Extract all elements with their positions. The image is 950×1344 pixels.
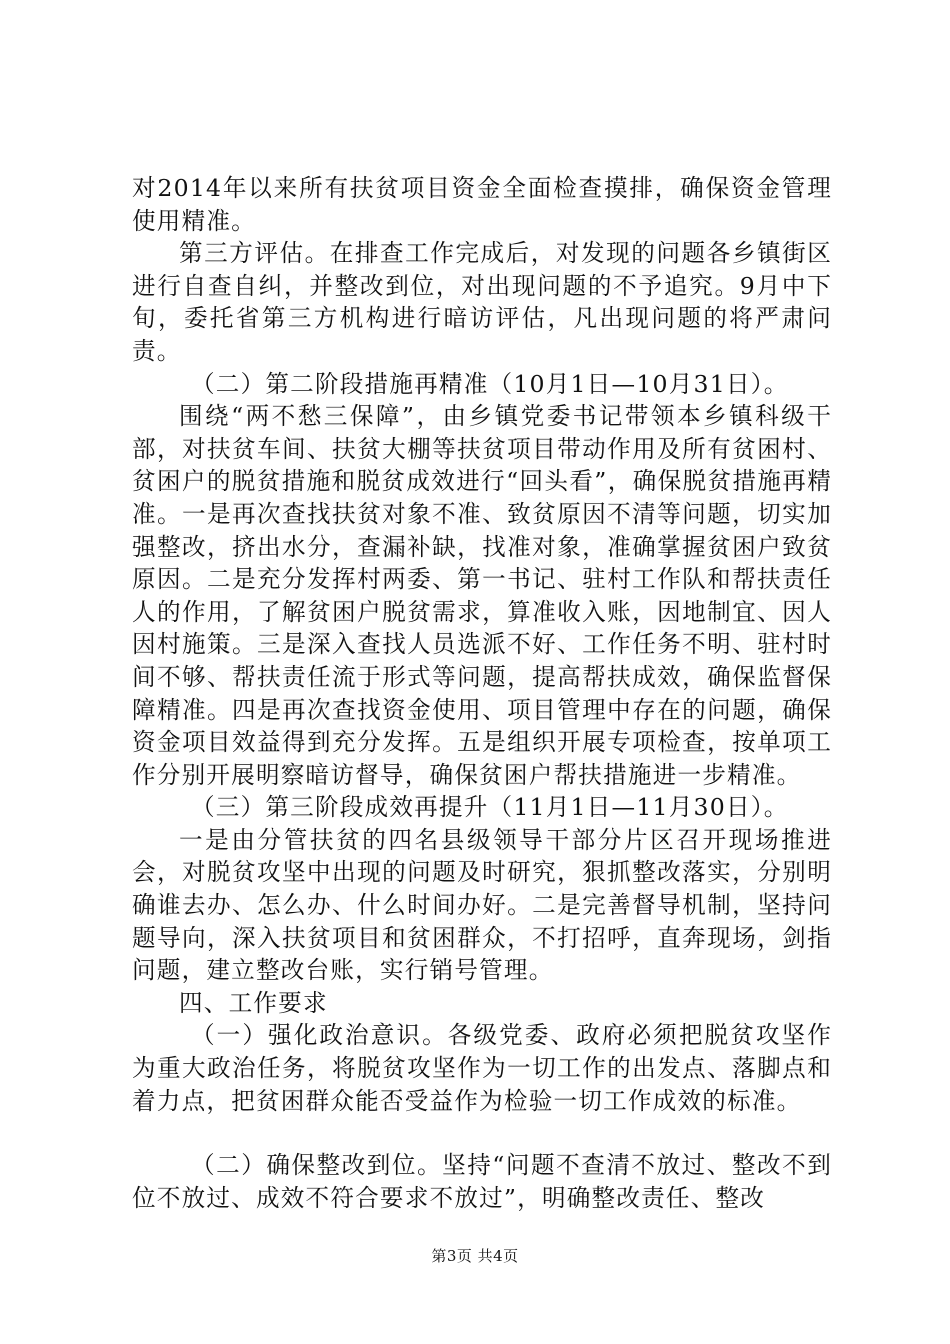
paragraph-third-party-assessment: 第三方评估。在排查工作完成后，对发现的问题各乡镇街区进行自查自纠，并整改到位，对出现问题的不予追究。9月中下旬，委托省第三方机构进行暗访评估，凡出现问题的将严肃问责。: [132, 239, 832, 365]
page-footer: 第3页 共4页: [431, 1247, 519, 1265]
paragraph-fund-check: 对2014年以来所有扶贫项目资金全面检查摸排，确保资金管理使用精准。: [132, 174, 832, 235]
paragraph-rectification: （二）确保整改到位。坚持“问题不查清不放过、整改不到位不放过、成效不符合要求不放过”，明确整改责任、整改: [132, 1151, 832, 1212]
document-body: [132, 172, 832, 1214]
paragraph-political-awareness: （一）强化政治意识。各级党委、政府必须把脱贫攻坚作为重大政治任务，将脱贫攻坚作为一切工作的出发点、落脚点和着力点，把贫困群众能否受益作为检验一切工作成效的标准。: [132, 1021, 832, 1115]
heading-stage-three: （三）第三阶段成效再提升（11月1日—11月30日）。: [191, 793, 789, 822]
heading-stage-two: （二）第二阶段措施再精准（10月1日—10月31日）。: [191, 369, 789, 398]
paragraph-stage-two-measures: 围绕“两不愁三保障”，由乡镇党委书记带领本乡镇科级干部，对扶贫车间、扶贫大棚等扶贫项目带动作用及所有贫困村、贫困户的脱贫措施和脱贫成效进行“回头看”，确保脱贫措施再精准。一是再次查找扶贫对象不准、致贫原因不清等问题，切实加强整改，挤出水分，查漏补缺，找准对象，准确掌握贫困户致贫原因。二是充分发挥村两委、第一书记、驻村工作队和帮扶责任人的作用，了解贫困户脱贫需求，算准收入账，因地制宜、因人因村施策。三是深入查找人员选派不好、工作任务不明、驻村时间不够、帮扶责任流于形式等问题，提高帮扶成效，确保监督保障精准。四是再次查找资金使用、项目管理中存在的问题，确保资金项目效益得到充分发挥。五是组织开展专项检查，按单项工作分别开展明察暗访督导，确保贫困户帮扶措施进一步精准。: [132, 402, 832, 789]
paragraph-gap: [132, 1117, 832, 1149]
paragraph-stage-three-measures: 一是由分管扶贫的四名县级领导干部分片区召开现场推进会，对脱贫攻坚中出现的问题及时研究，狠抓整改落实，分别明确谁去办、怎么办、什么时间办好。二是完善督导机制，坚持问题导向，深入扶贫项目和贫困群众，不打招呼，直奔现场，剑指问题，建立整改台账，实行销号管理。: [132, 825, 832, 985]
heading-work-requirements: 四、工作要求: [179, 988, 328, 1017]
